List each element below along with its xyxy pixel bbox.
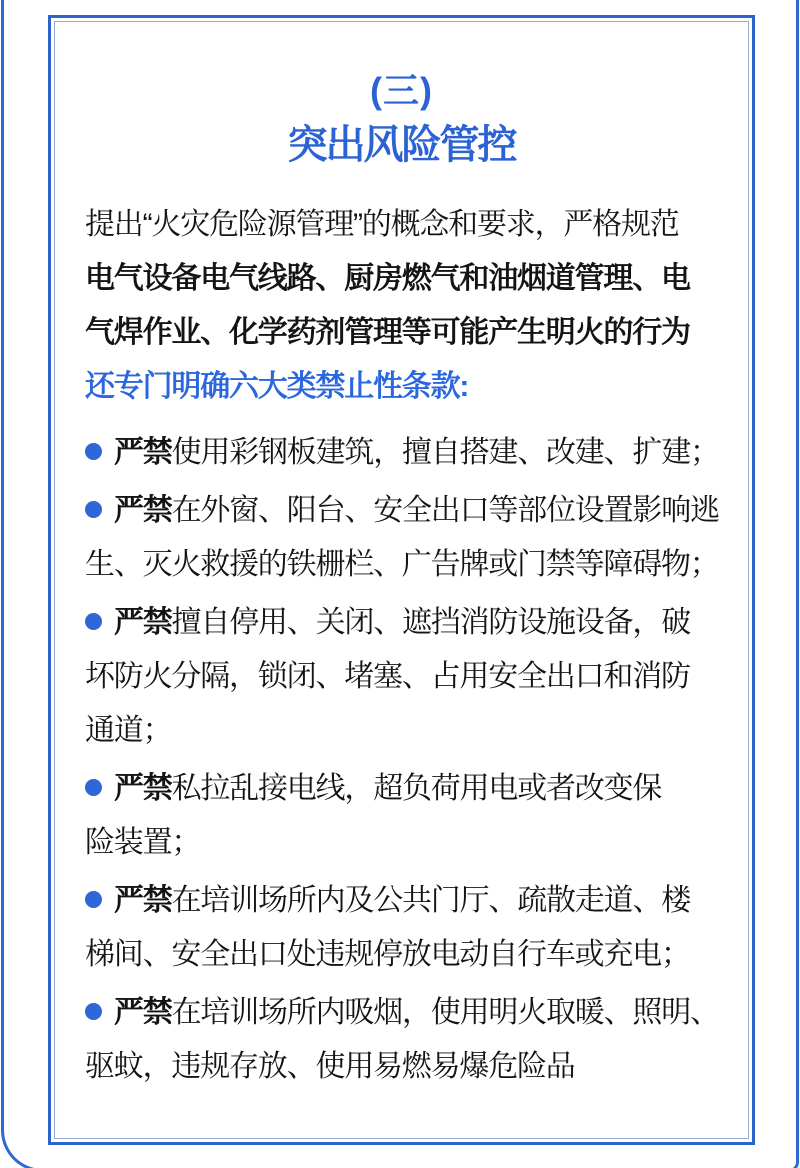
content-frame — [48, 15, 755, 1145]
list-item-line — [85, 650, 718, 704]
list-item-line — [85, 484, 718, 538]
list-item — [85, 762, 718, 870]
list-item-lead: 严禁 — [114, 494, 172, 527]
list-item-line — [85, 1040, 718, 1094]
list-item-text: 驱蚊，违规存放、使用易燃易爆危险品 — [85, 1050, 575, 1083]
list-item-text: 生、灭火救援的铁栅栏、广告牌或门禁等障碍物； — [85, 548, 719, 581]
list-item-text: 在外窗、阳台、安全出口等部位设置影响逃 — [171, 494, 719, 527]
bullet-dot-icon — [85, 443, 102, 460]
bullet-dot-icon — [85, 613, 102, 630]
list-item-text: 险装置； — [85, 826, 201, 859]
list-item-lead: 严禁 — [114, 884, 172, 917]
list-item-text: 擅自停用、关闭、遮挡消防设施设备，破 — [171, 606, 691, 639]
list-item-text: 在培训场所内及公共门厅、疏散走道、楼 — [171, 884, 691, 917]
list-item-text: 梯间、安全出口处违规停放电动自行车或充电； — [85, 938, 690, 971]
list-item-text: 私拉乱接电线，超负荷用电或者改变保 — [171, 772, 662, 805]
list-item-text: 坏防火分隔，锁闭、堵塞、占用安全出口和消防 — [85, 660, 690, 693]
list-item-text: 通道； — [85, 714, 172, 747]
bullet-dot-icon — [85, 501, 102, 518]
prohibition-list — [85, 426, 718, 1094]
bullet-dot-icon — [85, 891, 102, 908]
list-item-lead: 严禁 — [114, 606, 172, 639]
bullet-dot-icon — [85, 1003, 102, 1020]
list-item — [85, 426, 718, 480]
list-item-line — [85, 986, 718, 1040]
list-item — [85, 874, 718, 982]
list-item-line — [85, 538, 718, 592]
list-item — [85, 484, 718, 592]
paragraph-line-highlight: 还专门明确六大类禁止性条款: — [85, 370, 469, 403]
list-item-lead: 严禁 — [114, 436, 172, 469]
list-item-text: 使用彩钢板建筑，擅自搭建、改建、扩建； — [171, 436, 719, 469]
section-number: (三) — [370, 70, 433, 111]
list-item — [85, 596, 718, 758]
list-item-line — [85, 874, 718, 928]
list-item-lead: 严禁 — [114, 772, 172, 805]
paragraph-line: 气焊作业、化学药剂管理等可能产生明火的行为 — [85, 316, 690, 349]
intro-paragraph — [85, 198, 718, 414]
list-item-text: 在培训场所内吸烟，使用明火取暖、照明、 — [171, 996, 719, 1029]
list-item-line — [85, 704, 718, 758]
list-item-line — [85, 816, 718, 870]
page-title: 突出风险管控 — [287, 123, 516, 167]
content-frame-inner — [54, 21, 749, 1139]
bullet-dot-icon — [85, 779, 102, 796]
list-item-lead: 严禁 — [114, 996, 172, 1029]
list-item-line — [85, 596, 718, 650]
list-item-line — [85, 928, 718, 982]
paragraph-line: 电气设备电气线路、厨房燃气和油烟道管理、电 — [85, 262, 690, 295]
list-item-line — [85, 762, 718, 816]
paragraph-line: 提出“火灾危险源管理”的概念和要求，严格规范 — [85, 208, 679, 241]
list-item-line — [85, 426, 718, 480]
list-item — [85, 986, 718, 1094]
